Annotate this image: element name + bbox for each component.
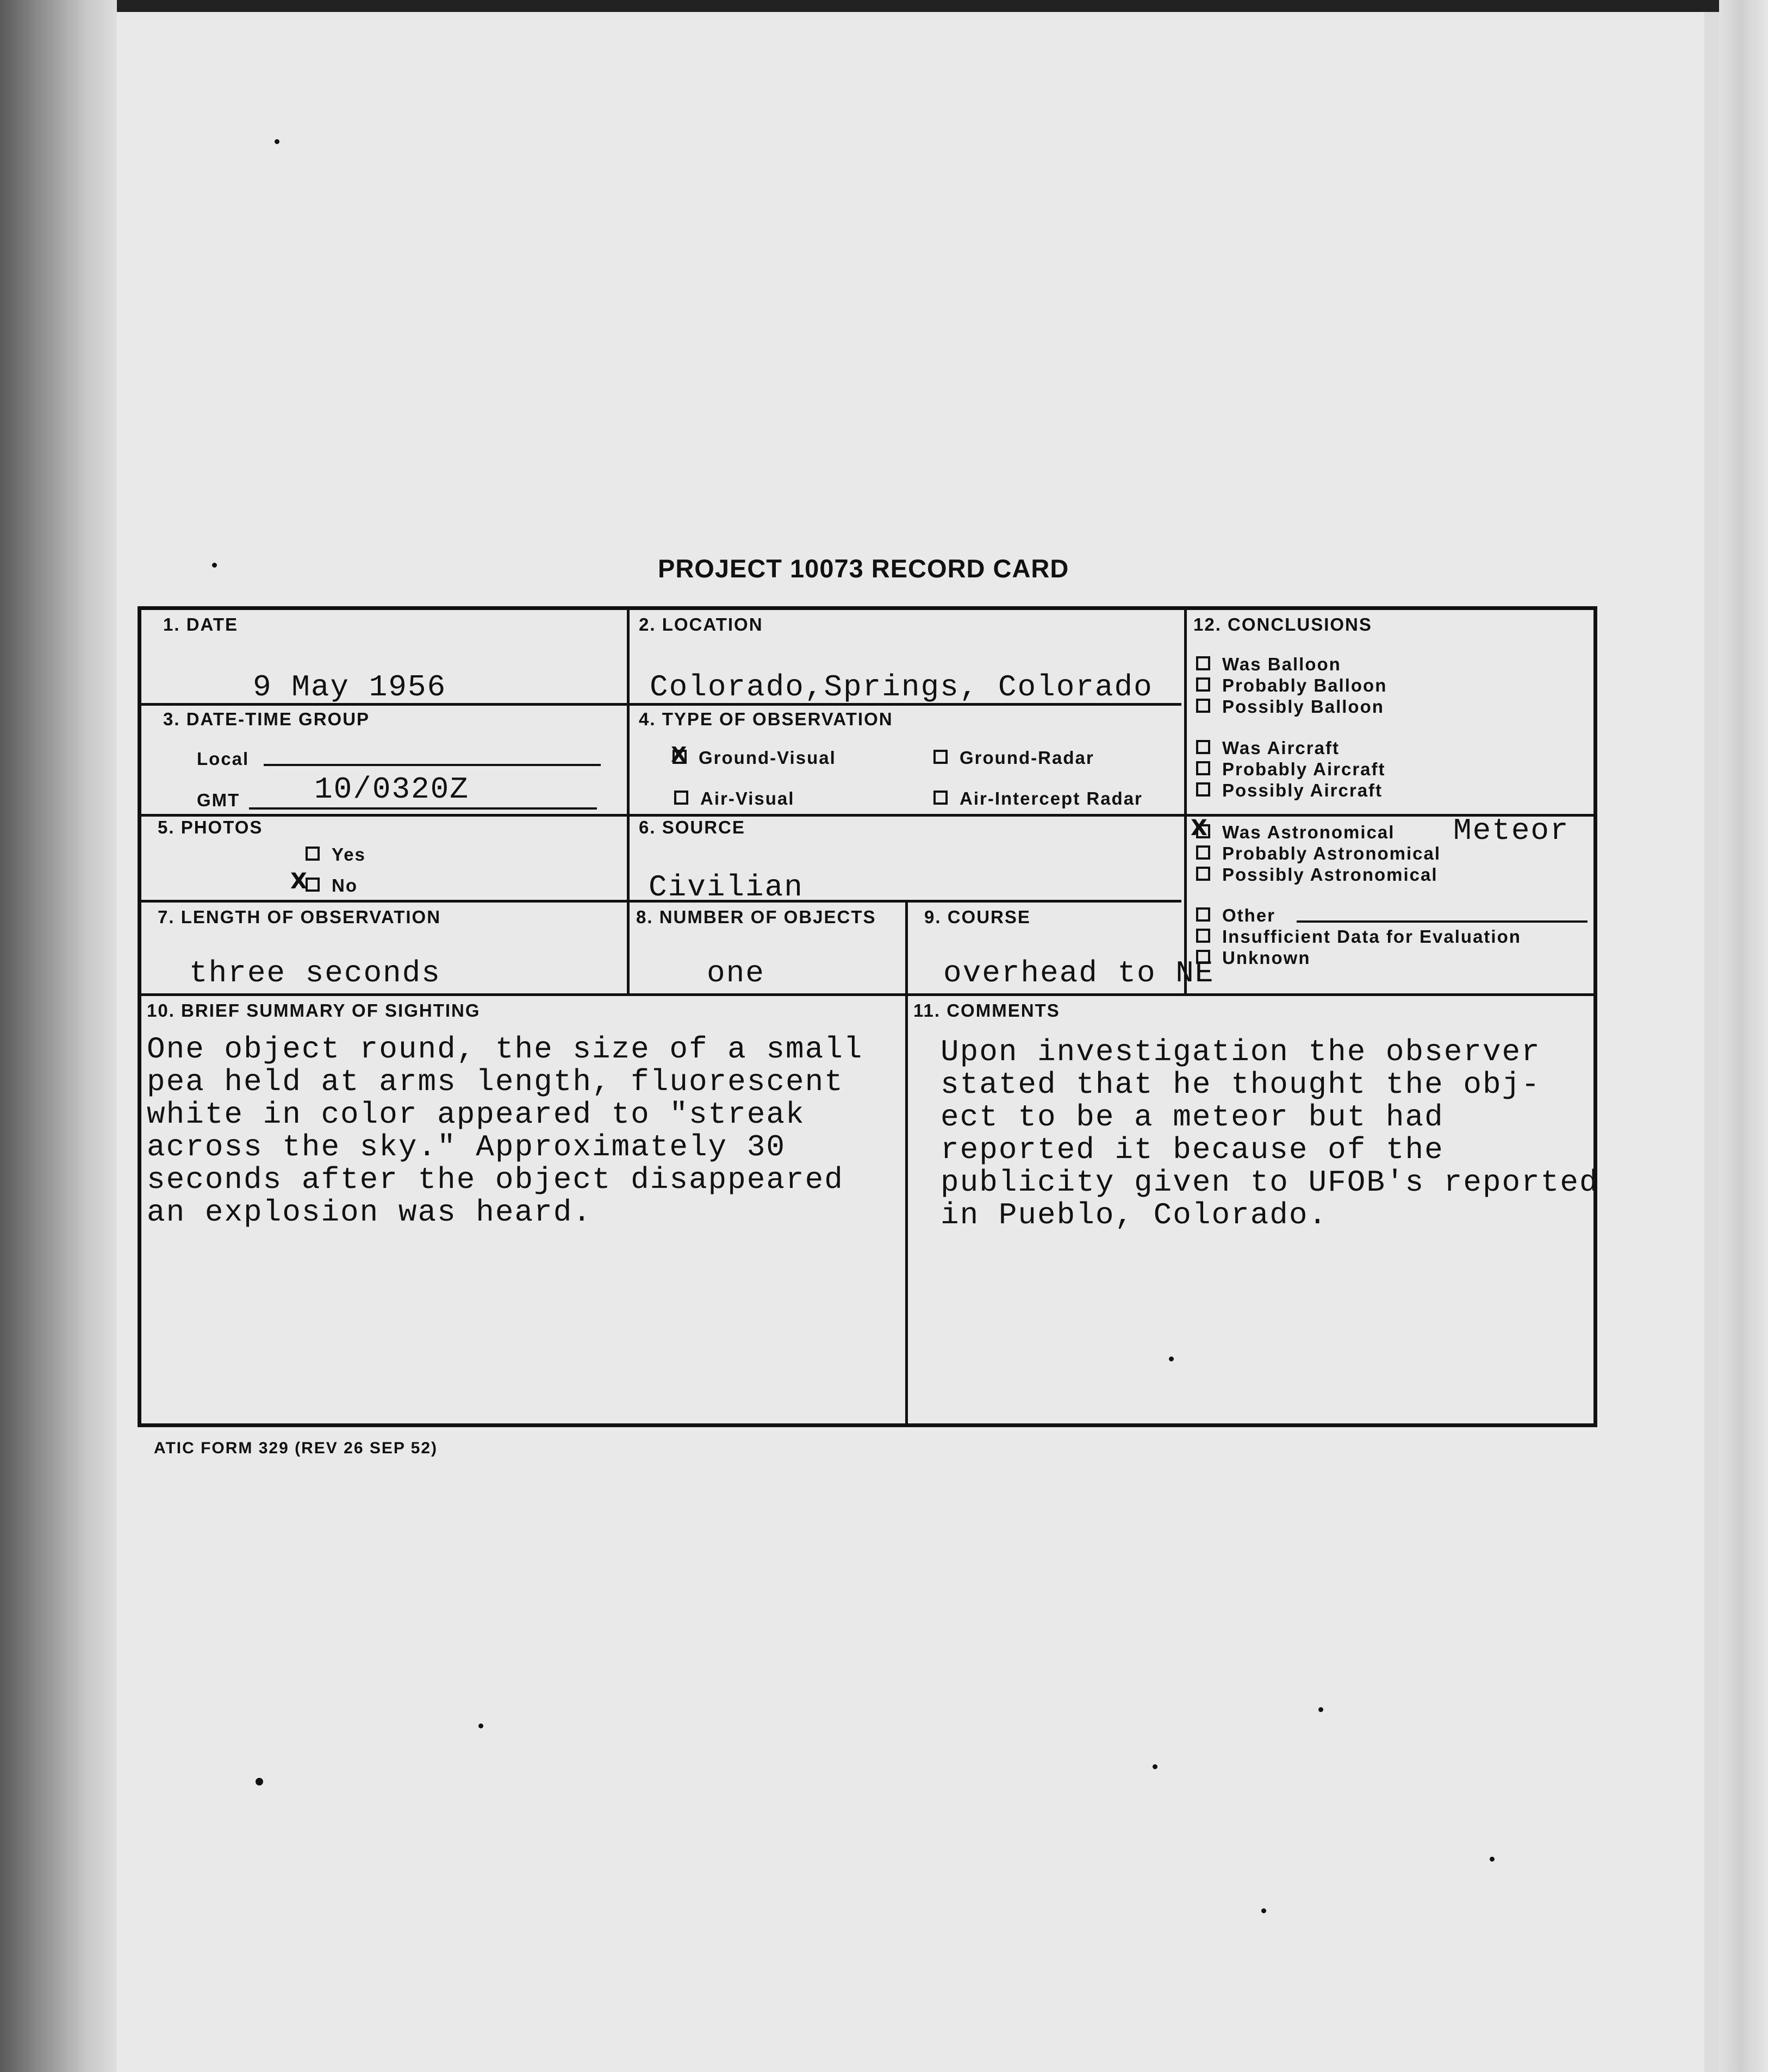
gmt-underline [249,807,597,810]
summary-line-2: pea held at arms length, fluorescent [147,1065,844,1099]
option-photos-no: No [306,875,358,896]
other-underline [1297,920,1588,923]
location-label: 2. LOCATION [639,614,763,634]
checkbox-photos-yes [306,847,320,861]
checkbox-probably-aircraft [1196,761,1210,775]
checkbox-possibly-balloon [1196,699,1210,713]
brief-summary-text [147,1033,863,1229]
summary-line-3: white in color appeared to "streak [147,1097,805,1132]
checkbox-possibly-astronomical [1196,867,1210,881]
photos-label: 5. PHOTOS [158,817,263,837]
comments-line-1: Upon investigation the observer [941,1035,1541,1069]
summary-line-1: One object round, the size of a small [147,1032,863,1067]
conclusion-possibly-astronomical: Possibly Astronomical [1196,864,1438,885]
option-ground-radar: Ground-Radar [933,748,1094,768]
comments-line-3: ect to be a meteor but had [941,1100,1444,1135]
conclusion-was-astronomical: Was Astronomical [1196,822,1395,843]
conclusion-annotation-meteor: Meteor [1453,813,1570,848]
comments-line-2: stated that he thought the obj- [941,1067,1541,1102]
brief-summary-label: 10. BRIEF SUMMARY OF SIGHTING [147,1000,481,1021]
conclusion-probably-aircraft: Probably Aircraft [1196,759,1386,780]
source-value: Civilian [649,870,804,905]
scan-right-edge [1719,0,1768,2072]
checkbox-air-intercept-radar [933,791,948,805]
scan-speck [1153,1764,1157,1769]
conclusion-other: Other [1196,905,1275,926]
check-mark-ground-visual: X [671,743,687,767]
conclusion-unknown: Unknown [1196,948,1310,968]
record-card-title: PROJECT 10073 RECORD CARD [658,554,1069,583]
gmt-label: GMT [197,790,240,810]
course-value: overhead to NE [943,956,1215,991]
row-divider-4 [140,993,1597,996]
length-of-observation-label: 7. LENGTH OF OBSERVATION [158,907,441,927]
conclusion-probably-astronomical: Probably Astronomical [1196,843,1441,864]
comments-line-5: publicity given to UFOB's reported [941,1165,1599,1200]
scan-speck [275,139,279,144]
comments-line-6: in Pueblo, Colorado. [941,1198,1328,1233]
scan-speck [1318,1707,1323,1712]
conclusion-possibly-aircraft: Possibly Aircraft [1196,780,1383,801]
form-number-footer: ATIC FORM 329 (REV 26 SEP 52) [154,1439,438,1457]
col-divider-a [627,606,630,993]
option-ground-visual: Ground-Visual [673,748,836,768]
checkbox-was-aircraft [1196,740,1210,754]
comments-text [941,1036,1599,1231]
conclusion-was-aircraft: Was Aircraft [1196,738,1340,758]
col-divider-c [1184,606,1187,993]
checkbox-other [1196,907,1210,922]
course-label: 9. COURSE [924,907,1031,927]
scan-speck [1261,1908,1266,1913]
summary-line-4: across the sky." Approximately 30 [147,1130,786,1165]
conclusion-was-balloon: Was Balloon [1196,654,1341,675]
type-of-observation-label: 4. TYPE OF OBSERVATION [639,709,893,729]
location-value: Colorado,Springs, Colorado [650,670,1153,705]
checkbox-probably-balloon [1196,677,1210,692]
conclusion-possibly-balloon: Possibly Balloon [1196,696,1384,717]
col-divider-b [905,900,908,1427]
option-air-visual: Air-Visual [674,788,794,809]
scan-left-edge [0,0,117,2072]
option-photos-yes: Yes [306,844,366,865]
check-mark-photos-no: X [290,869,307,894]
scan-speck [1169,1357,1174,1361]
check-mark-was-astronomical: X [1191,816,1207,841]
source-label: 6. SOURCE [639,817,745,837]
conclusion-probably-balloon: Probably Balloon [1196,675,1387,696]
checkbox-photos-no [306,878,320,892]
scan-speck [256,1778,263,1785]
number-of-objects-label: 8. NUMBER OF OBJECTS [636,907,876,927]
checkbox-probably-astronomical [1196,845,1210,860]
date-label: 1. DATE [163,614,239,634]
gmt-value: 10/0320Z [314,772,469,807]
number-of-objects-value: one [707,956,765,991]
checkbox-was-balloon [1196,656,1210,670]
checkbox-insufficient-data [1196,929,1210,943]
scan-speck [212,563,217,568]
summary-line-5: seconds after the object disappeared [147,1162,844,1197]
date-time-group-label: 3. DATE-TIME GROUP [163,709,370,729]
scan-top-edge [0,0,1768,12]
row-divider-2 [140,814,1597,817]
scan-speck [478,1723,483,1728]
conclusions-label: 12. CONCLUSIONS [1193,614,1372,634]
checkbox-ground-radar [933,750,948,764]
checkbox-air-visual [674,791,688,805]
local-label: Local [197,749,250,769]
comments-line-4: reported it because of the [941,1133,1444,1167]
checkbox-unknown [1196,950,1210,964]
summary-line-6: an explosion was heard. [147,1195,592,1230]
local-underline [264,764,601,766]
length-of-observation-value: three seconds [189,956,441,991]
checkbox-possibly-aircraft [1196,782,1210,797]
option-air-intercept-radar: Air-Intercept Radar [933,788,1143,809]
comments-label: 11. COMMENTS [913,1000,1060,1021]
date-value: 9 May 1956 [253,670,447,705]
conclusion-insufficient-data: Insufficient Data for Evaluation [1196,926,1521,947]
scan-speck [1490,1857,1495,1862]
